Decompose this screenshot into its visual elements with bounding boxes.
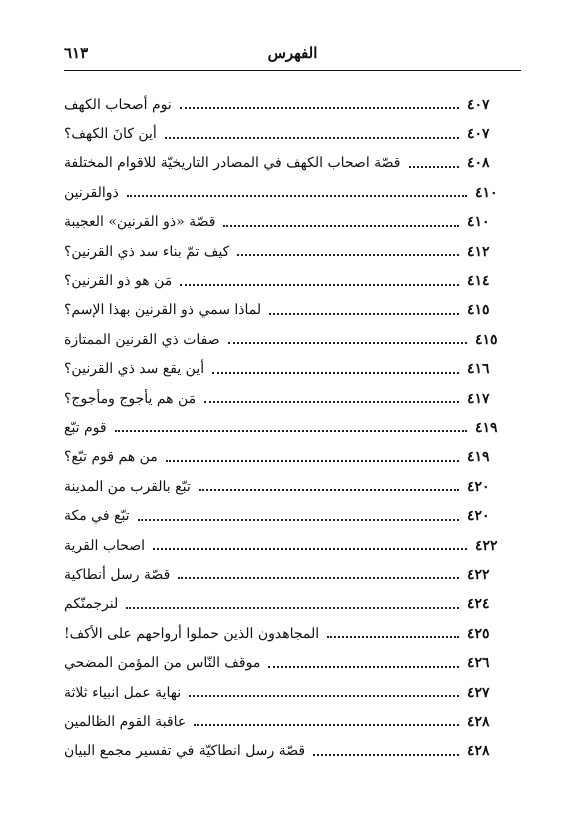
entry-title: أين يقع سد ذي القرنين؟ (64, 361, 205, 378)
entry-title: تبّع بالقرب من المدينة (64, 478, 191, 495)
dot-leader (268, 665, 459, 668)
entry-title: مَن هم يأجوج ومأجوج؟ (64, 390, 197, 407)
entry-page-number: ٤١٥ (467, 302, 490, 319)
entry-title: لماذا سمي ذو القرنين بهذا الإسم؟ (64, 302, 262, 319)
entry-title: موقف النّاس من المؤمن المضحي (64, 655, 261, 672)
entry-page-number: ٤١٥ (475, 331, 498, 348)
entry-page-number: ٤١٩ (467, 449, 490, 466)
index-entry (64, 560, 521, 589)
index-entry (64, 208, 521, 237)
dot-leader (126, 606, 459, 609)
entry-page-number: ٤٢٢ (475, 537, 498, 554)
entry-title: قصّة رسل انطاكيّة في تفسير مجمع البيان (64, 743, 306, 760)
index-entry (64, 737, 521, 766)
entry-page-number: ٤٠٨ (467, 155, 490, 172)
entry-page-number: ٤٢٢ (467, 566, 490, 583)
dot-leader (223, 224, 459, 227)
entry-title: تبّع في مكة (64, 508, 130, 525)
entry-page-number: ٤٢٠ (467, 508, 490, 525)
dot-leader (178, 576, 459, 579)
entry-page-number: ٤٢٨ (467, 743, 490, 760)
entry-page-number: ٤٢٤ (467, 596, 490, 613)
dot-leader (212, 371, 459, 374)
index-entry (64, 501, 521, 530)
entry-title: المجاهدون الذين حملوا أرواحهم على الأكف! (64, 625, 320, 642)
entry-title: عاقبة القوم الظالمين (64, 713, 187, 730)
entry-title: قصّة اصحاب الكهف في المصادر التاريخيّة للاقوام المختلفة (64, 155, 401, 172)
entry-page-number: ٤١٤ (467, 273, 490, 290)
index-entry (64, 325, 521, 354)
index-entry (64, 413, 521, 442)
entry-page-number: ٤٢٧ (467, 684, 490, 701)
dot-leader (180, 106, 459, 109)
entry-title: قصّة رسل أنطاكية (64, 566, 171, 583)
index-entry (64, 149, 521, 178)
entry-title: صفات ذي القرنين الممتازة (64, 331, 220, 348)
entry-title: نهاية عمل انبياء ثلاثة (64, 684, 182, 701)
dot-leader (115, 429, 467, 432)
dot-leader (138, 518, 459, 521)
index-entry (64, 590, 521, 619)
page-title: الفهرس (267, 44, 318, 62)
entry-title: اصحاب القرية (64, 537, 146, 554)
dot-leader (194, 723, 459, 726)
dot-leader (153, 547, 467, 550)
index-entry (64, 296, 521, 325)
index-entry (64, 443, 521, 472)
dot-leader (237, 253, 459, 256)
dot-leader (199, 488, 459, 491)
dot-leader (127, 194, 467, 197)
dot-leader (204, 400, 459, 403)
index-entry (64, 384, 521, 413)
index-entry (64, 178, 521, 207)
entry-page-number: ٤٢٦ (467, 655, 490, 672)
dot-leader (228, 341, 467, 344)
entry-title: لنرجمنّكم (64, 596, 119, 613)
page-number: ٦١٣ (64, 44, 89, 62)
dot-leader (166, 459, 459, 462)
dot-leader (409, 165, 460, 168)
index-entry (64, 355, 521, 384)
entry-page-number: ٤١٦ (467, 361, 490, 378)
entry-page-number: ٤٢٠ (467, 478, 490, 495)
entry-title: نوم أصحاب الكهف (64, 96, 172, 113)
entry-page-number: ٤٢٥ (467, 625, 490, 642)
index-entry (64, 266, 521, 295)
entry-page-number: ٤١٠ (475, 184, 498, 201)
dot-leader (165, 136, 459, 139)
index-entry (64, 119, 521, 148)
index-entry (64, 531, 521, 560)
entry-page-number: ٤١٩ (475, 419, 498, 436)
entry-title: أين كانَ الكهف؟ (64, 126, 157, 143)
dot-leader (180, 283, 459, 286)
entry-title: ذوالقرنين (64, 184, 119, 201)
dot-leader (327, 635, 459, 638)
index-entry (64, 707, 521, 736)
page-header (64, 38, 521, 71)
entry-title: من هم قوم تبّع؟ (64, 449, 158, 466)
index-entry (64, 237, 521, 266)
entry-page-number: ٤٠٧ (467, 126, 490, 143)
index-entry (64, 619, 521, 648)
entry-page-number: ٤٠٧ (467, 96, 490, 113)
dot-leader (189, 694, 459, 697)
entry-title: قوم تبّع (64, 419, 107, 436)
index-entry (64, 472, 521, 501)
index-entry (64, 678, 521, 707)
entry-title: كيف تمّ بناء سد ذي القرنين؟ (64, 243, 230, 260)
entry-page-number: ٤٢٨ (467, 713, 490, 730)
entry-title: مَن هو ذو القرنين؟ (64, 273, 173, 290)
dot-leader (269, 312, 459, 315)
entry-title: قصّة «ذو القرنين» العجيبة (64, 214, 216, 231)
index-list (64, 90, 521, 766)
entry-page-number: ٤١٠ (467, 214, 490, 231)
dot-leader (313, 753, 459, 756)
index-entry (64, 90, 521, 119)
entry-page-number: ٤١٢ (467, 243, 490, 260)
entry-page-number: ٤١٧ (467, 390, 490, 407)
index-entry (64, 648, 521, 677)
